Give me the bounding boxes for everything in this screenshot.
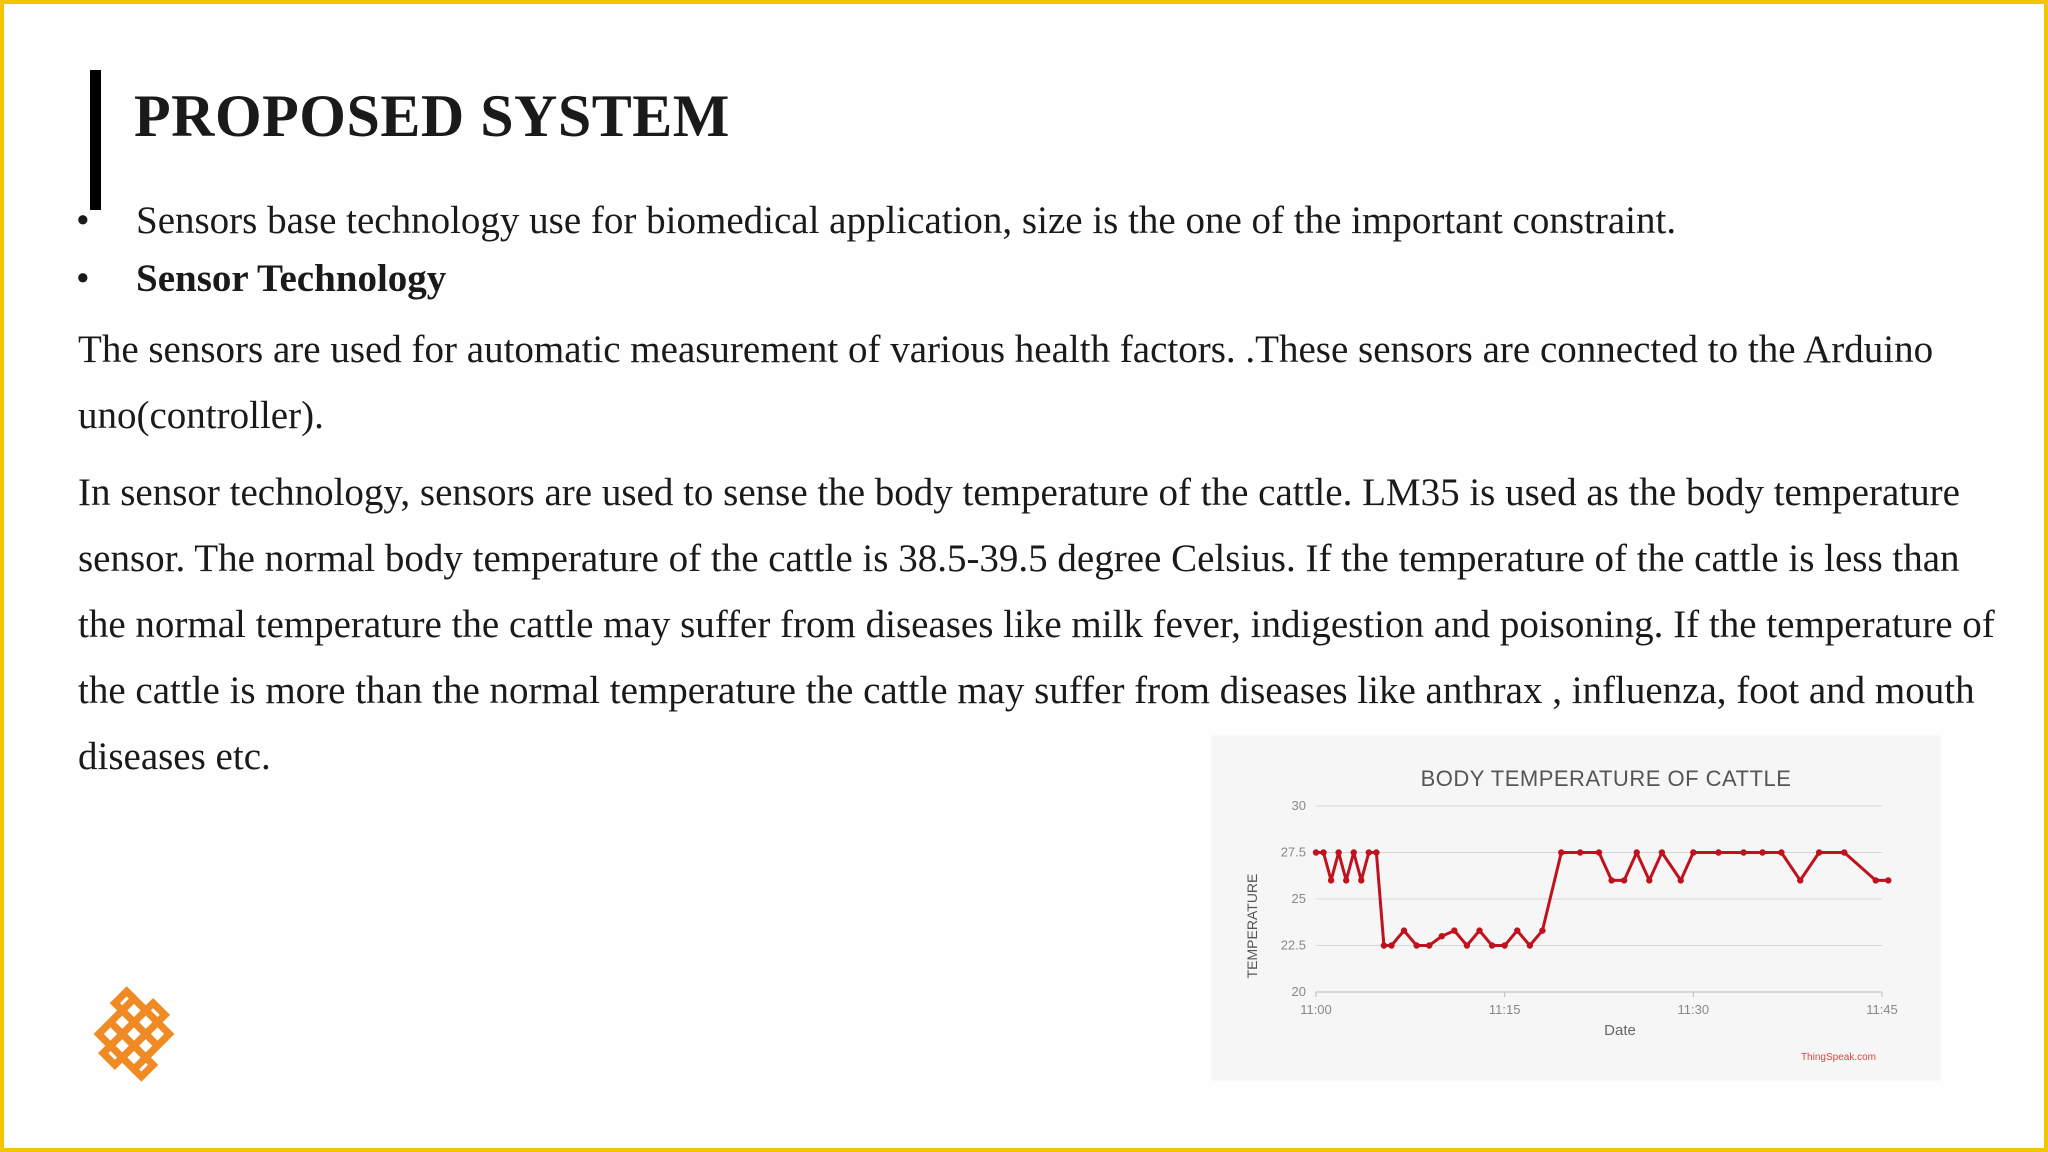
data-point [1621,877,1627,883]
paragraph-temperature: In sensor technology, sensors are used to sense the body temperature of the cattle. LM35 is used as the body temperature sensor. The normal body temperature of the cattle is 38.5-39.5 degree Celsius. If the temperature of the cattle is less than the normal temperature the cattle may suffer from diseases like milk fever, indigestion and poisoning. If the temperature of the cattle is more than the normal temperature the cattle may suffer from diseases like anthrax , influenza, foot and mouth diseases etc. [78,471,1995,778]
data-point [1464,942,1470,948]
data-point [1659,849,1665,855]
bullet-marker: • [76,199,90,242]
data-point [1778,849,1784,855]
data-point [1439,933,1445,939]
chart-credit: ThingSpeak.com [1800,1052,1876,1063]
title-accent-bar [90,70,101,210]
data-point [1816,849,1822,855]
data-point [1678,877,1684,883]
data-point [1313,849,1319,855]
data-point [1759,849,1765,855]
data-point [1596,849,1602,855]
y-tick-label: 20 [1291,984,1306,999]
y-tick-label: 22.5 [1280,937,1306,953]
data-point [1797,877,1803,883]
data-point [1476,927,1482,933]
data-point [1514,927,1520,933]
data-point [1451,927,1457,933]
data-point [1320,849,1326,855]
data-point [1646,877,1652,883]
data-point [1501,942,1507,948]
data-point [1577,849,1583,855]
x-tick-label: 11:30 [1677,1002,1710,1017]
y-tick-label: 27.5 [1280,844,1306,860]
data-point [1335,849,1341,855]
bullet-heading: Sensor Technology [136,257,447,300]
data-point [1873,877,1879,883]
data-point [1351,849,1357,855]
data-point [1358,877,1364,883]
x-tick-label: 11:15 [1488,1002,1521,1017]
data-point [1715,849,1721,855]
endless-knot-logo [82,982,186,1086]
data-point [1426,942,1432,948]
data-point [1885,877,1891,883]
data-point [1690,849,1696,855]
x-tick-label: 11:00 [1300,1002,1332,1017]
data-point [1328,877,1334,883]
slide-title: PROPOSED SYSTEM [134,83,730,149]
data-point [1381,942,1387,948]
data-point [1343,877,1349,883]
data-point [1413,942,1419,948]
data-point [1558,849,1564,855]
data-point [1841,849,1847,855]
data-point [1634,849,1640,855]
y-tick-label: 25 [1291,891,1306,906]
y-axis-title: TEMPERATURE [1244,873,1260,979]
x-tick-label: 11:45 [1866,1002,1898,1017]
y-tick-label: 30 [1291,798,1306,813]
bullet-text: Sensors base technology use for biomedical application, size is the one of the important constraint. [136,199,1677,242]
data-point [1740,849,1746,855]
chart-title: BODY TEMPERATURE OF CATTLE [1420,766,1792,791]
data-point [1527,942,1533,948]
data-point [1539,927,1545,933]
data-point [1489,942,1495,948]
temperature-chart [1212,736,1940,1080]
data-point [1366,849,1372,855]
data-point [1388,942,1394,948]
paragraph-sensors: The sensors are used for automatic measurement of various health factors. .These sensors are connected to the Arduino uno(controller). [78,328,1934,437]
data-point [1373,849,1379,855]
bullet-marker: • [76,257,90,300]
data-point [1401,927,1407,933]
x-axis-title: Date [1604,1022,1636,1039]
data-point [1608,877,1614,883]
